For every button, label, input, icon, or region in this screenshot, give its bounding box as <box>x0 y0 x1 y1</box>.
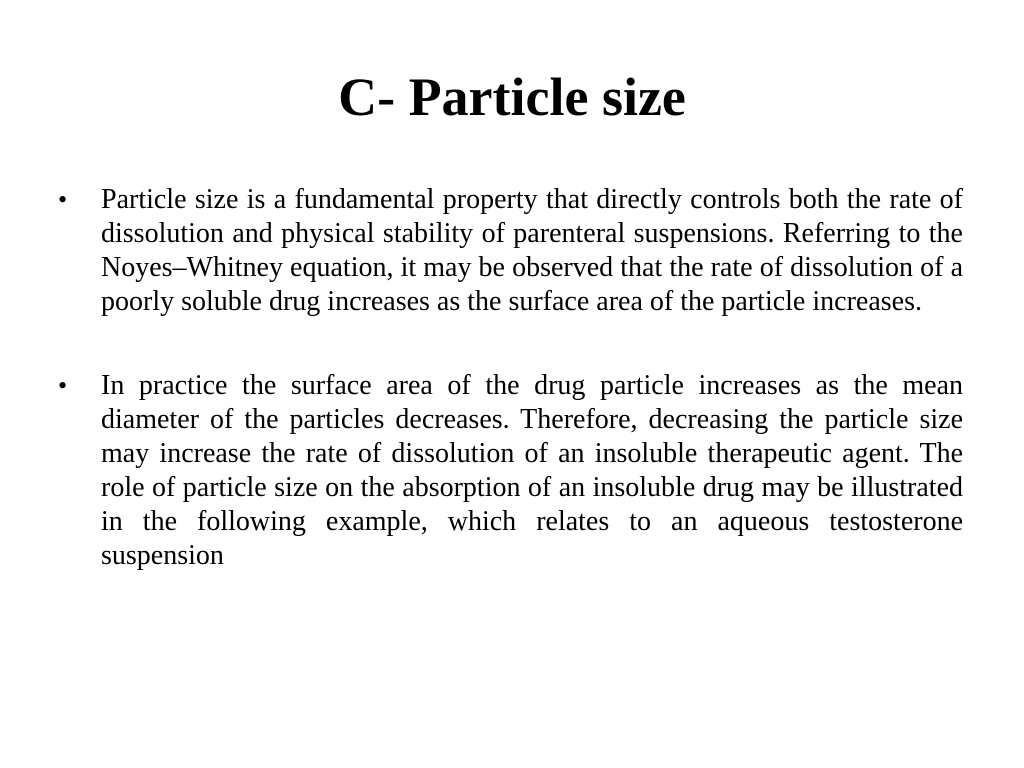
bullet-dot-icon: • <box>58 185 68 214</box>
bullet-text: In practice the surface area of the drug particle increases as the mean diameter of the particles decreases. Therefore, decreasing the particle size may increase the rate of dissolution of an insoluble therapeutic agent. The role of particle size on the absorption of an insoluble drug may be illustrated in the following example, which relates to an aqueous testosterone suspension <box>101 370 963 571</box>
bullet-item <box>56 183 963 319</box>
bullet-dot-icon: • <box>58 371 68 400</box>
bullet-list <box>56 183 963 573</box>
slide-title: C- Particle size <box>338 67 686 127</box>
bullet-item <box>56 369 963 573</box>
bullet-text: Particle size is a fundamental property that directly controls both the rate of dissolution and physical stability of parenteral suspensions. Referring to the Noyes–Whitney equation, it may be observed that the rate of dissolution of a poorly soluble drug increases as the surface area of the particle increases. <box>101 184 963 317</box>
